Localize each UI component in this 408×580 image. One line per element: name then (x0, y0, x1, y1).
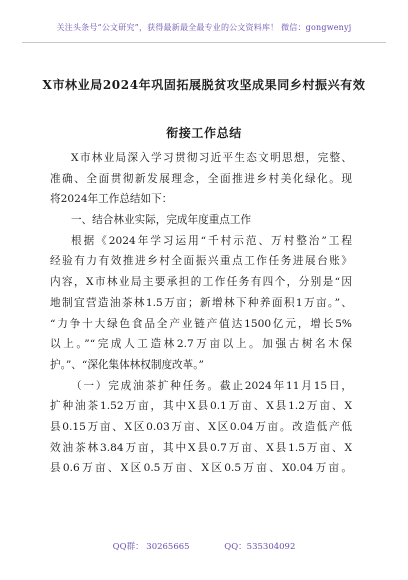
body-line: 扩种油茶1.52万亩，其中X县0.1万亩、X县1.2万亩、X (50, 400, 352, 413)
document-title-continued: 衔接工作总结 (166, 126, 242, 140)
body-line: 护。”、“深化集体林权制度改革。” (50, 358, 204, 371)
body-line: 以上。”“完成人工造林2.7万亩以上。加强古树名木保 (50, 338, 352, 351)
body-line: 准确、全面贯彻新发展理念，全面推进乡村美化绿化。现 (50, 172, 352, 185)
body-line: “力争十大绿色食品全产业链产值达1500亿元，增长5% (50, 317, 352, 330)
body-line: X市林业局深入学习贯彻习近平生态文明思想，完整、 (71, 152, 352, 164)
header-divider (22, 42, 386, 43)
footer-contact (0, 540, 408, 552)
body-line: 效油茶林3.84万亩，其中X县0.7万亩、X县1.5万亩、X (50, 441, 352, 454)
body-line: 经验有力有效推进乡村全面振兴重点工作任务进展台账》 (50, 255, 352, 268)
footer-qq-group: QQ群： 30265665 (112, 542, 190, 552)
document-body (50, 148, 352, 479)
section-heading: 一、结合林业实际，完成年度重点工作 (71, 214, 252, 227)
body-line: （一）完成油茶扩种任务。截止2024年11月15日， (71, 379, 352, 392)
body-line: 地制宜营造油茶林1.5万亩；新增林下种养面积1万亩。”、 (50, 296, 352, 309)
header-banner: 关注头条号“公文研究”，获得最新最全最专业的公文资料库！ 微信：gongwenyj (56, 23, 352, 32)
body-line: 县0.15万亩、X区0.03万亩、X区0.04万亩。改造低产低 (50, 420, 352, 433)
body-line: 县0.6万亩、X区0.5万亩、X区0.5万亩、X0.04万亩。 (50, 462, 352, 475)
document-title: X市林业局2024年巩固拓展脱贫攻坚成果同乡村振兴有效 (42, 78, 366, 92)
footer-qq: QQ：535304092 (224, 542, 296, 552)
body-line: 内容，X市林业局主要承担的工作任务有四个，分别是“因 (50, 276, 352, 289)
body-line: 根据《2024年学习运用“千村示范、万村整治”工程 (71, 234, 352, 247)
body-line: 将2024年工作总结如下： (50, 193, 173, 206)
